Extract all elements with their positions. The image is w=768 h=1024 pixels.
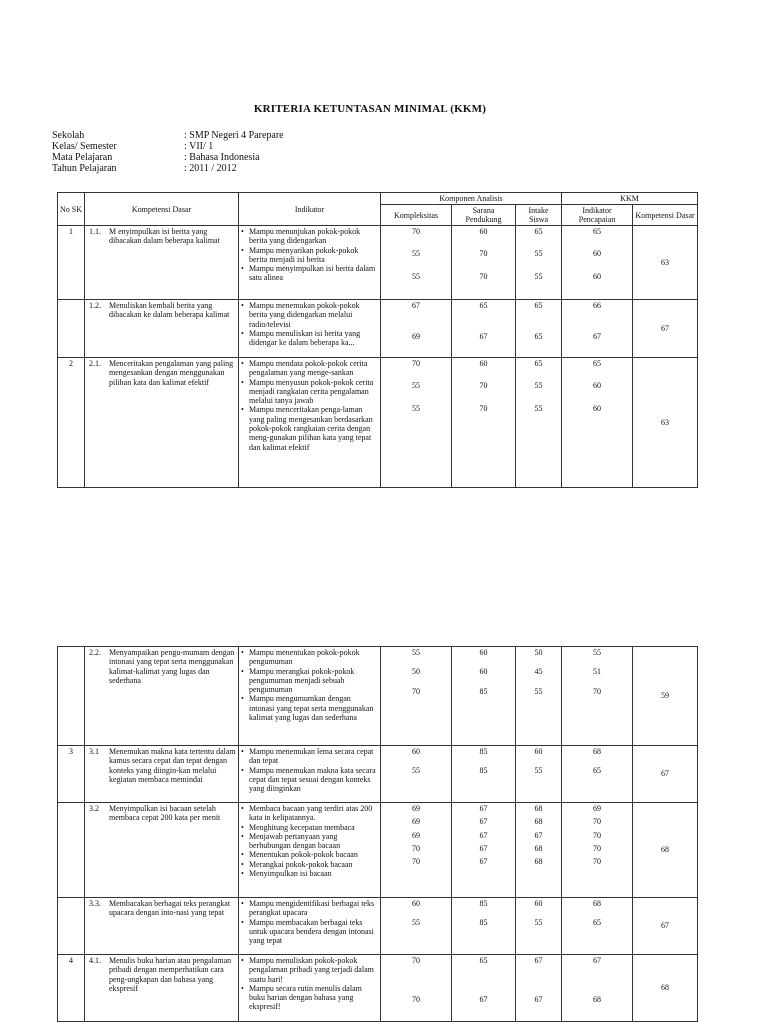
- value: 55: [412, 381, 420, 391]
- sarana-values: [452, 358, 516, 488]
- kd-text: Menceritakan pengalaman yang paling mengesankan dengan menggunakan pilihan kata dan kalimat efektif: [109, 359, 234, 387]
- value: 50: [534, 648, 543, 657]
- kompetensi-dasar: [87, 956, 236, 993]
- value: 60: [479, 227, 488, 236]
- kd-text: Menulis buku harian atau pengalaman pribadi dengan memperhatikan cara peng-ungkapan dan bahasa yang ekspresif: [109, 956, 232, 993]
- value: 65: [593, 359, 601, 368]
- value: 67: [534, 830, 543, 840]
- col-header-indikator-pencapaian: Indikator Pencapaian: [562, 205, 633, 226]
- kd-kkm-value: 67: [633, 898, 698, 955]
- indikator-pencapaian-values: [562, 358, 633, 488]
- value: 60: [534, 899, 543, 908]
- value: 70: [412, 359, 420, 368]
- intake-values: [516, 226, 562, 300]
- indikator-item: • Mampu menentukan pokok-pokok pengumuman: [241, 648, 378, 667]
- value: 67: [479, 332, 488, 342]
- info-label: Mata Pelajaran: [52, 152, 113, 163]
- indikator-item: • Mampu mengumumkan dengan intonasi yang tepat serta menggunakan kalimat yang lugas dan sederhana: [241, 694, 378, 722]
- kd-kkm-value: 59: [633, 647, 698, 746]
- value: 70: [479, 403, 488, 413]
- sarana-values: [452, 803, 516, 898]
- value: 67: [479, 830, 488, 840]
- indikator-item: • Mampu menyarikan pokok-pokok berita menjadi isi berita: [241, 246, 378, 265]
- indikator-list: [241, 747, 378, 793]
- info-value: : 2011 / 2012: [184, 163, 237, 174]
- kd-text: Menemukan makna kata tertentu dalam kamus secara cepat dan tepat dengan konteks yang diingin-kan melalui kegiatan membaca memindai: [109, 747, 236, 784]
- value: 60: [412, 899, 420, 908]
- kd-number: 1.1.: [89, 227, 101, 236]
- sk-number: [58, 898, 85, 955]
- value: 85: [479, 686, 488, 696]
- kd-kkm-value: 68: [633, 803, 698, 898]
- value: 70: [593, 686, 601, 696]
- value: 55: [534, 381, 543, 391]
- kd-number: 3.1: [89, 747, 99, 756]
- value: 67: [479, 857, 488, 867]
- value: 55: [534, 403, 543, 413]
- value: 70: [593, 857, 601, 867]
- value: 69: [412, 830, 420, 840]
- kd-number: 1.2.: [89, 301, 101, 310]
- indikator-item: • Mampu menceritakan penga-laman yang paling mengesankan berdasarkan pokok-pokok rangkaian cerita dengan meng-gunakan pilihan kata yang tepat dan kalimat efektif: [241, 405, 378, 451]
- value: 60: [412, 747, 420, 756]
- indikator-item: • Mampu menuliskan isi berita yang didengar ke dalam beberapa ka...: [241, 329, 378, 348]
- indikator-item: • Mampu menemukan makna kata secara cepat dan tepat sesuai dengan konteks yang diinginkan: [241, 766, 378, 794]
- indikator-pencapaian-values: [562, 746, 633, 803]
- value: 67: [479, 804, 488, 813]
- indikator-item: • Mampu menyusun pokok-pokok cerita menjadi rangkaian cerita pengalaman melalui tanya jawab: [241, 378, 378, 406]
- value: 66: [593, 301, 601, 310]
- col-header-kd-kkm: Kompetensi Dasar: [633, 205, 698, 226]
- sk-number: [58, 803, 85, 898]
- value: 68: [593, 899, 601, 908]
- table-row: [58, 226, 698, 300]
- col-header-no-sk: No SK: [58, 193, 85, 226]
- indikator-pencapaian-values: [562, 647, 633, 746]
- indikator-cell: [239, 746, 381, 803]
- kd-number: 3.3.: [89, 899, 101, 908]
- kompetensi-dasar-cell: [85, 746, 239, 803]
- kd-number: 4.1.: [89, 956, 101, 965]
- value: 70: [412, 857, 420, 867]
- intake-values: [516, 358, 562, 488]
- sk-number: 2: [58, 358, 85, 488]
- value: 55: [412, 271, 420, 281]
- value: 85: [479, 747, 488, 756]
- indikator-item: • Membaca bacaan yang terdiri atas 200 kata in kelipatannya.: [241, 804, 378, 823]
- sarana-values: [452, 955, 516, 1022]
- kkm-table-body: [58, 226, 698, 488]
- indikator-item: • Mampu mendata pokok-pokok cerita pengalaman yang menge-sankan: [241, 359, 378, 378]
- sarana-values: [452, 226, 516, 300]
- value: 60: [593, 381, 601, 391]
- sarana-values: [452, 647, 516, 746]
- value: 60: [534, 747, 543, 756]
- indikator-pencapaian-values: [562, 803, 633, 898]
- info-label: Kelas/ Semester: [52, 141, 117, 152]
- sk-number: 4: [58, 955, 85, 1022]
- kd-number: 2.2.: [89, 648, 101, 657]
- kd-kkm-value: 67: [633, 300, 698, 358]
- indikator-item: • Mampu merangkai pokok-pokok pengumuman menjadi sebuah pengumuman: [241, 667, 378, 695]
- kompetensi-dasar: [87, 301, 236, 320]
- table-row: [58, 358, 698, 488]
- kompetensi-dasar: [87, 227, 236, 246]
- value: 70: [412, 995, 420, 1005]
- value: 85: [479, 918, 488, 928]
- value: 69: [593, 804, 601, 813]
- value: 69: [412, 817, 420, 827]
- indikator-cell: [239, 898, 381, 955]
- value: 67: [479, 843, 488, 853]
- kompleksitas-values: [381, 647, 452, 746]
- value: 70: [412, 843, 420, 853]
- kd-kkm-value: 67: [633, 746, 698, 803]
- indikator-list: [241, 956, 378, 1012]
- indikator-item: • Mampu menunjukan pokok-pokok berita yang didengarkan: [241, 227, 378, 246]
- kompetensi-dasar: [87, 899, 236, 918]
- value: 55: [412, 403, 420, 413]
- info-label: Tahun Pelajaran: [52, 163, 117, 174]
- info-value: : Bahasa Indonesia: [184, 152, 260, 163]
- indikator-list: [241, 899, 378, 945]
- intake-values: [516, 647, 562, 746]
- table-row: [58, 647, 698, 746]
- indikator-list: [241, 804, 378, 878]
- col-header-intake: Intake Siswa: [516, 205, 562, 226]
- value: 60: [593, 249, 601, 259]
- value: 55: [534, 271, 543, 281]
- value: 69: [412, 332, 420, 342]
- value: 65: [593, 766, 601, 776]
- value: 55: [534, 766, 543, 776]
- info-label: Sekolah: [52, 130, 85, 141]
- value: 51: [593, 667, 601, 677]
- value: 65: [534, 227, 543, 236]
- kompetensi-dasar: [87, 359, 236, 387]
- value: 70: [412, 686, 420, 696]
- intake-values: [516, 803, 562, 898]
- value: 68: [534, 843, 543, 853]
- value: 67: [412, 301, 420, 310]
- page-title: KRITERIA KETUNTASAN MINIMAL (KKM): [253, 103, 487, 115]
- value: 55: [412, 249, 420, 259]
- kkm-table-body: [58, 647, 698, 1022]
- table-row: [58, 803, 698, 898]
- sarana-values: [452, 898, 516, 955]
- kompleksitas-values: [381, 898, 452, 955]
- indikator-item: • Mampu menyimpulkan isi berita dalam satu alinea: [241, 264, 378, 283]
- value: 69: [412, 804, 420, 813]
- kompleksitas-values: [381, 300, 452, 358]
- indikator-item: • Menghitung kecepatan membaca: [241, 823, 378, 832]
- kd-text: Menuliskan kembali berita yang dibacakan ke dalam beberapa kalimat: [109, 301, 230, 320]
- kd-text: M enyimpulkan isi berita yang dibacakan dalam beberapa kalimat: [109, 227, 220, 246]
- kd-text: Menyimpulkan isi bacaan setelah membaca cepat 200 kata per menit: [109, 804, 221, 823]
- indikator-cell: [239, 358, 381, 488]
- indikator-item: • Merangkai pokok-pokok bacaan: [241, 860, 378, 869]
- kd-kkm-value: 68: [633, 955, 698, 1022]
- col-header-kkm: KKM: [562, 193, 698, 205]
- kkm-table-page-1: [57, 192, 698, 488]
- value: 65: [534, 332, 543, 342]
- indikator-item: • Mampu menuliskan pokok-pokok pengalaman pribadi yang terjadi dalam suatu hari!: [241, 956, 378, 984]
- kompetensi-dasar-cell: [85, 955, 239, 1022]
- sk-number: [58, 300, 85, 358]
- value: 68: [593, 747, 601, 756]
- kompleksitas-values: [381, 803, 452, 898]
- value: 55: [534, 686, 543, 696]
- value: 60: [593, 271, 601, 281]
- indikator-item: • Menyimpulkan isi bacaan: [241, 869, 378, 878]
- value: 85: [479, 766, 488, 776]
- value: 45: [534, 667, 543, 677]
- indikator-item: • Mampu mengidentifikasi berbagai teks perangkat upacara: [241, 899, 378, 918]
- indikator-cell: [239, 955, 381, 1022]
- value: 67: [593, 956, 601, 965]
- indikator-item: • Mampu membacakan berbagai teks untuk upacara bendera dengan intonasi yang tepat: [241, 918, 378, 946]
- value: 55: [534, 249, 543, 259]
- value: 55: [412, 766, 420, 776]
- intake-values: [516, 955, 562, 1022]
- kompleksitas-values: [381, 746, 452, 803]
- kompetensi-dasar: [87, 804, 236, 823]
- kompleksitas-values: [381, 226, 452, 300]
- value: 70: [479, 381, 488, 391]
- info-value: : VII/ 1: [184, 141, 214, 152]
- value: 65: [593, 918, 601, 928]
- value: 68: [593, 995, 601, 1005]
- indikator-item: • Menentukan pokok-pokok bacaan: [241, 850, 378, 859]
- value: 70: [479, 271, 488, 281]
- kompetensi-dasar: [87, 648, 236, 685]
- value: 67: [479, 817, 488, 827]
- kkm-table-page-2: [57, 646, 698, 1022]
- value: 65: [534, 359, 543, 368]
- kompetensi-dasar: [87, 747, 236, 784]
- indikator-list: [241, 227, 378, 283]
- info-row-school: [52, 130, 284, 141]
- kd-number: 2.1.: [89, 359, 101, 368]
- indikator-cell: [239, 226, 381, 300]
- value: 85: [479, 899, 488, 908]
- kompetensi-dasar-cell: [85, 226, 239, 300]
- value: 70: [412, 227, 420, 236]
- value: 67: [534, 956, 543, 965]
- indikator-pencapaian-values: [562, 955, 633, 1022]
- table-row: [58, 300, 698, 358]
- kompetensi-dasar-cell: [85, 300, 239, 358]
- value: 60: [479, 648, 488, 657]
- value: 55: [412, 648, 420, 657]
- value: 55: [534, 918, 543, 928]
- info-row-subject: [52, 152, 284, 163]
- indikator-pencapaian-values: [562, 898, 633, 955]
- value: 67: [534, 995, 543, 1005]
- kd-text: Membacakan berbagai teks perangkat upacara dengan into-nasi yang tepat: [109, 899, 231, 918]
- value: 60: [479, 667, 488, 677]
- intake-values: [516, 898, 562, 955]
- value: 65: [534, 301, 543, 310]
- info-row-year: [52, 163, 284, 174]
- indikator-pencapaian-values: [562, 226, 633, 300]
- value: 65: [479, 301, 488, 310]
- indikator-pencapaian-values: [562, 300, 633, 358]
- value: 60: [479, 359, 488, 368]
- value: 65: [479, 956, 488, 965]
- value: 55: [412, 918, 420, 928]
- sk-number: 3: [58, 746, 85, 803]
- intake-values: [516, 300, 562, 358]
- sarana-values: [452, 300, 516, 358]
- indikator-cell: [239, 300, 381, 358]
- value: 70: [412, 956, 420, 965]
- sarana-values: [452, 746, 516, 803]
- kompetensi-dasar-cell: [85, 803, 239, 898]
- info-row-class: [52, 141, 284, 152]
- indikator-list: [241, 648, 378, 722]
- info-value: : SMP Negeri 4 Parepare: [184, 130, 284, 141]
- table-row: [58, 898, 698, 955]
- sk-number: 1: [58, 226, 85, 300]
- sk-number: [58, 647, 85, 746]
- kd-number: 3.2: [89, 804, 99, 813]
- value: 50: [412, 667, 420, 677]
- col-header-kompleksitas: Kompleksitas: [381, 205, 452, 226]
- kompetensi-dasar-cell: [85, 898, 239, 955]
- value: 70: [593, 830, 601, 840]
- indikator-list: [241, 359, 378, 452]
- col-header-sarana: Sarana Pendukung: [452, 205, 516, 226]
- col-header-indikator: Indikator: [239, 193, 381, 226]
- intake-values: [516, 746, 562, 803]
- table-row: [58, 746, 698, 803]
- kd-kkm-value: 63: [633, 226, 698, 300]
- indikator-cell: [239, 803, 381, 898]
- col-header-kompetensi-dasar: Kompetensi Dasar: [85, 193, 239, 226]
- indikator-cell: [239, 647, 381, 746]
- kompleksitas-values: [381, 358, 452, 488]
- table-row: [58, 955, 698, 1022]
- col-header-komponen-analisis: Komponen Analisis: [381, 193, 562, 205]
- value: 68: [534, 857, 543, 867]
- value: 65: [593, 227, 601, 236]
- kompetensi-dasar-cell: [85, 358, 239, 488]
- indikator-item: • Mampu menemukan pokok-pokok berita yang didengarkan melalui radio/televisi: [241, 301, 378, 329]
- kd-kkm-value: 63: [633, 358, 698, 488]
- value: 67: [593, 332, 601, 342]
- indikator-item: • Mampu secara rutin menulis dalam buku harian dengan bahasa yang ekspresif!: [241, 984, 378, 1012]
- value: 55: [593, 648, 601, 657]
- value: 68: [534, 817, 543, 827]
- kompleksitas-values: [381, 955, 452, 1022]
- kompetensi-dasar-cell: [85, 647, 239, 746]
- indikator-item: • Mampu menemukan lema secara cepat dan tepat: [241, 747, 378, 766]
- value: 70: [479, 249, 488, 259]
- kd-text: Menyampaikan pengu-mumam dengan intonasi yang tepat serta menggunakan kalimat-kalimat yang lugas dan sederhana: [109, 648, 235, 685]
- indikator-item: • Menjawab pertanyaan yang berhubungan dengan bacaan: [241, 832, 378, 851]
- value: 67: [479, 995, 488, 1005]
- value: 70: [593, 843, 601, 853]
- school-info: [52, 130, 284, 174]
- value: 60: [593, 403, 601, 413]
- value: 68: [534, 804, 543, 813]
- value: 70: [593, 817, 601, 827]
- indikator-list: [241, 301, 378, 347]
